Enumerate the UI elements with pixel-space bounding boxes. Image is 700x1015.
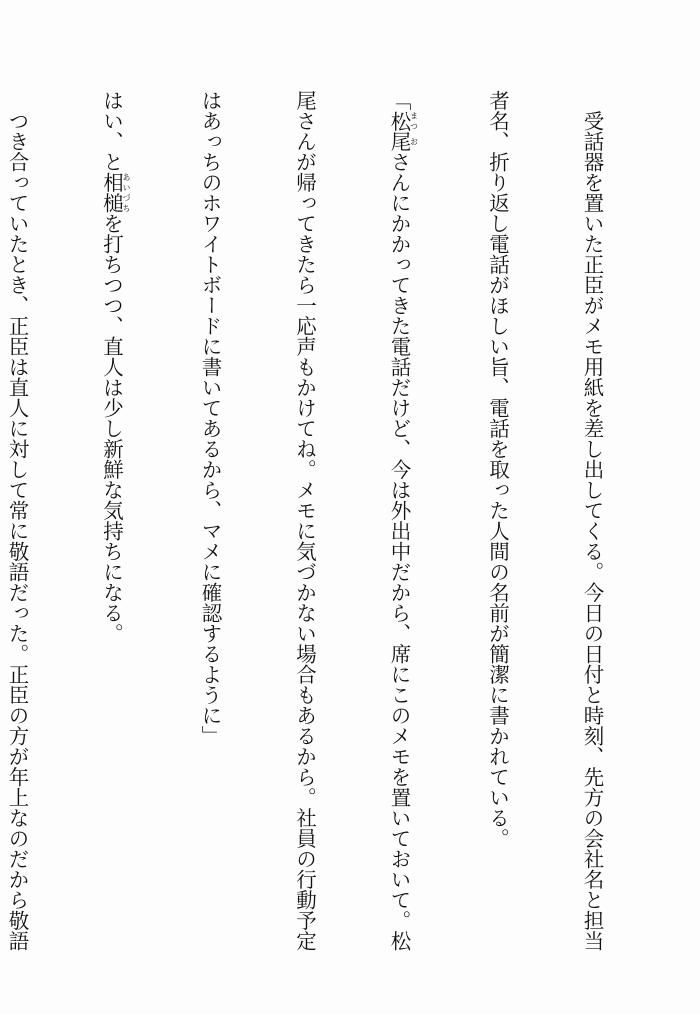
ruby-reading-matsu: まつ: [409, 110, 419, 131]
text-line-4: 尾さんが帰ってきたら一応声もかけてね。メモに気づかない場合もあるから。社員の行動予定: [292, 90, 317, 951]
text-line-1: 受話器を置いた正臣がメモ用紙を差し出してくる。今日の日付と時刻、先方の会社名と担当: [580, 90, 604, 951]
text-line-2: 者名、折り返し電話がほしい旨、電話を取った人間の名前が簡潔に書かれている。: [485, 90, 510, 849]
ruby-o: 尾お: [387, 131, 419, 152]
text-line-6: はい、と相槌あいづちを打ちつつ、直人は少し新鮮な気持ちになる。: [99, 90, 131, 644]
text-line-3: 「松まつ尾おさんにかかってきた電話だけど、今は外出中だから、席にこのメモを置いておいて。松: [387, 90, 419, 951]
ruby-aizuchi: 相槌あいづち: [99, 172, 131, 213]
text-line-5: はあっちのホワイトボードに書いてあるから、マメに確認するように」: [198, 90, 222, 746]
ruby-reading-aizuchi: あいづち: [122, 172, 131, 213]
ruby-reading-o: お: [409, 131, 419, 152]
vertical-text-body: [5, 90, 670, 970]
text-line-7: つき合っていたとき、正臣は直人に対して常に敬語だった。正臣の方が年上なのだから敬語: [5, 90, 29, 951]
ruby-matsu: 松まつ: [387, 110, 419, 131]
